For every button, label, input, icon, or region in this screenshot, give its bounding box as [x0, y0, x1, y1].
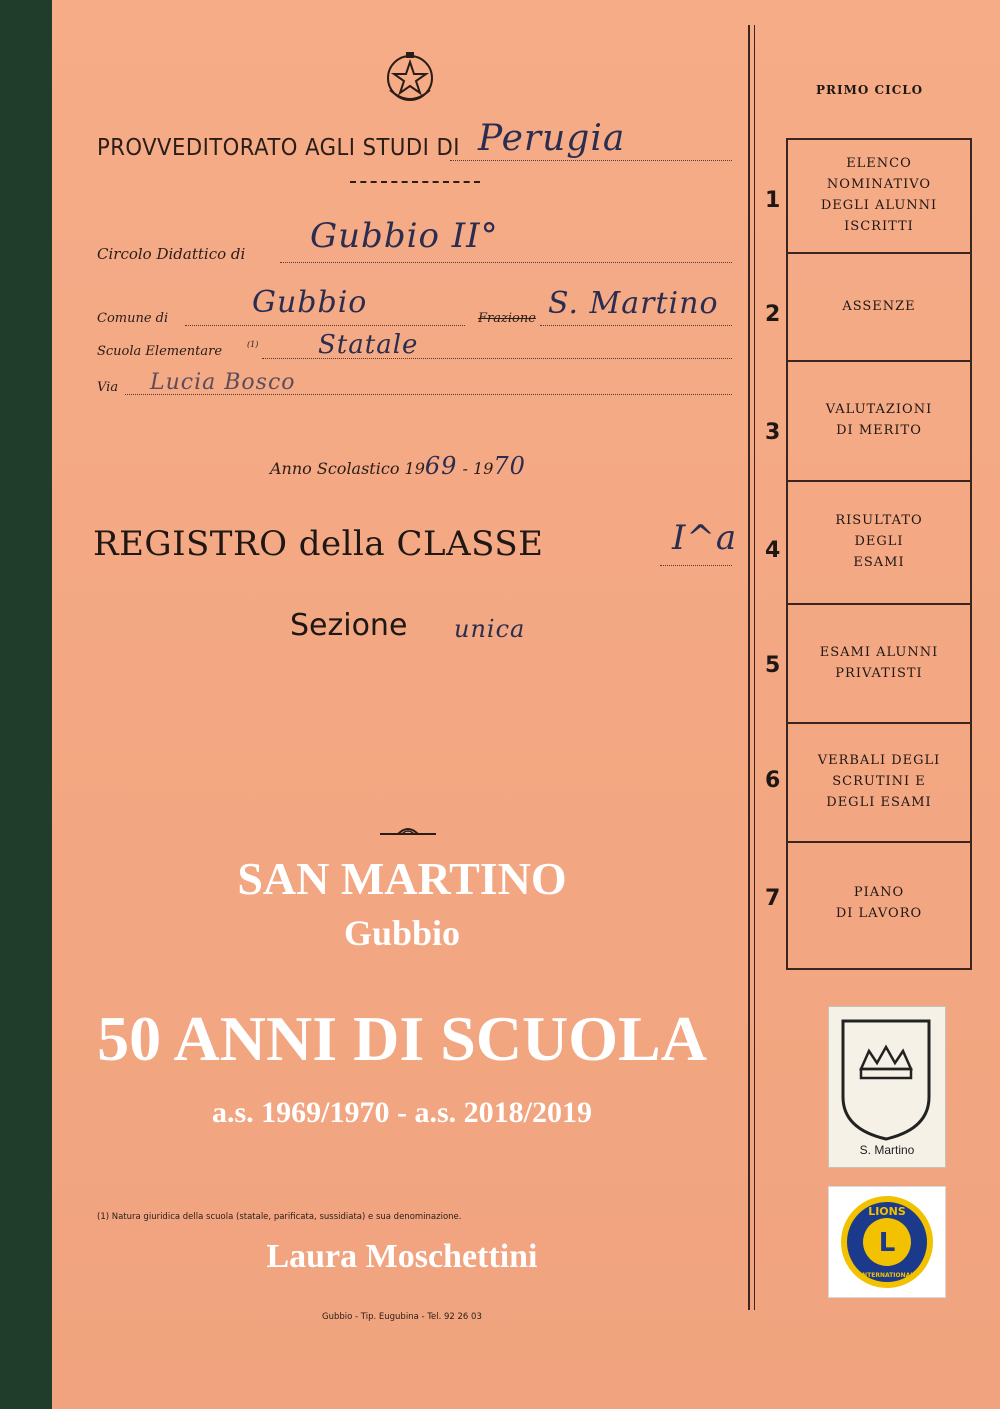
sidebar-border-left-inner — [754, 25, 755, 1310]
sezione-value: unica — [454, 615, 526, 643]
comune-value: Gubbio — [252, 285, 368, 320]
overlay-subtitle: Gubbio — [343, 913, 461, 953]
row-number: 3 — [765, 420, 781, 445]
frazione-label: Frazione — [478, 311, 536, 326]
circolo-line — [280, 262, 732, 263]
scuola-line — [262, 358, 732, 359]
anno-sep: - 19 — [462, 459, 494, 478]
table-row: PIANO DI LAVORO — [835, 884, 923, 921]
via-label: Via — [97, 380, 119, 395]
row-number: 1 — [765, 188, 781, 213]
sidebar-title: PRIMO CICLO — [816, 83, 924, 97]
table-row: VERBALI DEGLI SCRUTINI E DEGLI ESAMI — [788, 724, 970, 843]
office-city-value: Perugia — [478, 118, 626, 159]
printer-credit: Gubbio - Tip. Eugubina - Tel. 92 26 03 — [322, 1312, 482, 1322]
table-row: VALUTAZIONI DI MERITO — [788, 362, 970, 482]
lions-international-icon — [829, 1187, 945, 1297]
frazione-line — [540, 325, 732, 326]
via-line — [125, 394, 732, 395]
crest-shield-icon — [829, 1007, 945, 1143]
row-number: 7 — [765, 886, 781, 911]
lions-letter: L — [878, 1228, 896, 1258]
ornament-icon — [378, 824, 438, 840]
footnote: (1) Natura giuridica della scuola (statale, parificata, sussidiata) e sua denominazione. — [97, 1212, 462, 1222]
scuola-label: Scuola Elementare — [97, 344, 223, 359]
frazione-value: S. Martino — [548, 286, 719, 321]
row-number: 2 — [765, 302, 781, 327]
republic-emblem-icon — [382, 50, 438, 106]
comune-line — [185, 325, 465, 326]
lions-logo — [828, 1186, 946, 1298]
overlay-headline: 50 ANNI DI SCUOLA — [97, 1003, 707, 1074]
row-number: 4 — [765, 538, 781, 563]
circolo-label: Circolo Didattico di — [97, 245, 246, 263]
header-divider — [350, 181, 480, 183]
classe-value: I^a — [672, 518, 738, 558]
table-row: ASSENZE — [788, 254, 970, 362]
scuola-note: (1) — [247, 340, 259, 349]
office-city-line — [450, 160, 732, 161]
registro-label: REGISTRO della CLASSE — [93, 524, 544, 564]
classe-line — [660, 565, 732, 566]
circolo-value: Gubbio II° — [310, 216, 499, 256]
row-number: 5 — [765, 653, 781, 678]
sezione-label: Sezione — [290, 608, 408, 643]
comune-label: Comune di — [97, 311, 169, 326]
overlay-author: Laura Moschettini — [266, 1238, 538, 1275]
san-martino-crest — [828, 1006, 946, 1168]
table-row: ELENCO NOMINATIVO DEGLI ALUNNI ISCRITTI — [788, 140, 970, 254]
book-spine — [0, 0, 54, 1409]
overlay-years: a.s. 1969/1970 - a.s. 2018/2019 — [211, 1096, 592, 1129]
crest-label: S. Martino — [859, 1143, 915, 1157]
sidebar-border-left — [748, 25, 750, 1310]
anno-start: 69 — [424, 452, 458, 480]
office-title: PROVVEDITORATO AGLI STUDI DI — [97, 135, 460, 161]
table-row: RISULTATO DEGLI ESAMI — [788, 482, 970, 605]
contents-table — [786, 138, 972, 970]
anno-end: 70 — [493, 452, 526, 480]
via-value: Lucia Bosco — [150, 370, 296, 395]
scuola-value: Statale — [318, 330, 419, 360]
lions-bottom-text: INTERNATIONAL — [859, 1272, 915, 1279]
row-number: 6 — [765, 768, 781, 793]
overlay-title: SAN MARTINO — [237, 853, 567, 904]
lions-top-text: LIONS — [868, 1205, 906, 1218]
anno-scolastico — [270, 452, 526, 480]
anno-label: Anno Scolastico 19 — [270, 459, 425, 478]
table-row: ESAMI ALUNNI PRIVATISTI — [788, 605, 970, 724]
